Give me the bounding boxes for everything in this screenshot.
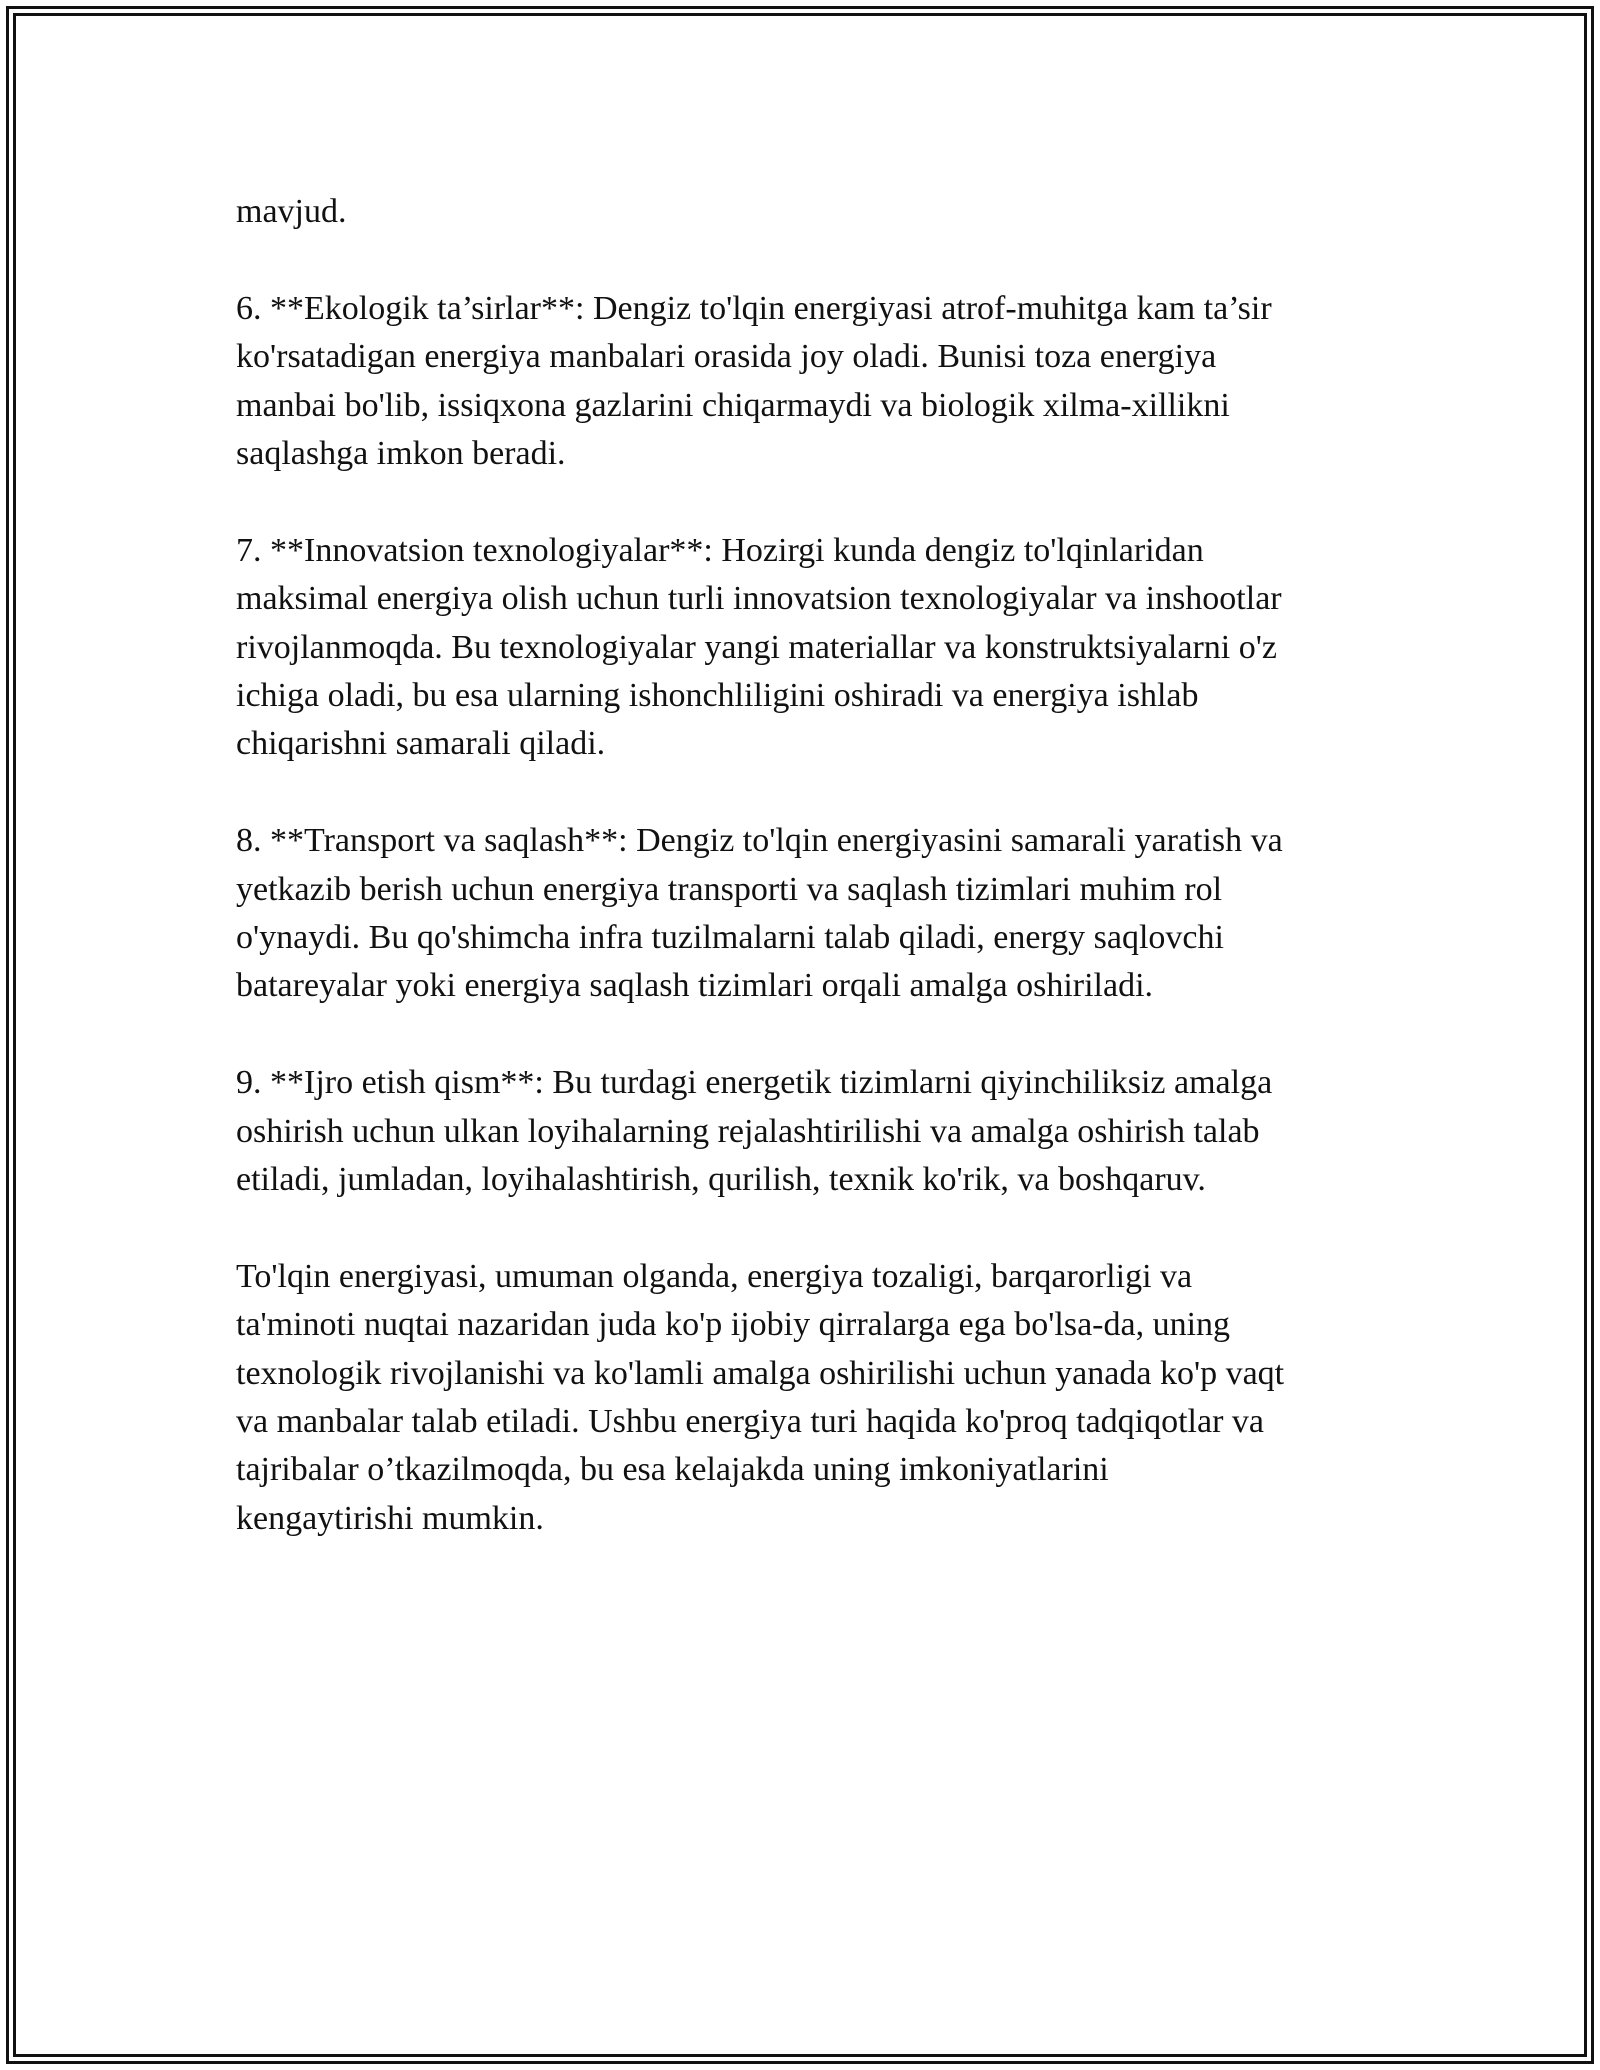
paragraph-innovative-technologies: 7. **Innovatsion texnologiyalar**: Hozirgi kunda dengiz to'lqinlaridan maksimal energiya olish uchun turli innovatsion texnologiyalar va inshootlar rivojlanmoqda. Bu texnologiyalar yangi materiallar va konstruktsiyalarni o'z ichiga oladi, bu esa ularning ishonchliligini oshiradi va energiya ishlab chiqarishni samarali qiladi. [236, 531, 1282, 763]
paragraph-implementation: 9. **Ijro etish qism**: Bu turdagi energetik tizimlarni qiyinchiliksiz amalga oshirish uchun ulkan loyihalarning rejalashtirilishi va amalga oshirish talab etiladi, jumladan, loyihalashtirish, qurilish, texnik ko'rik, va boshqaruv. [236, 1064, 1273, 1199]
paragraph-continuation: mavjud. [236, 193, 347, 230]
document-body [236, 188, 1376, 1543]
paragraph-conclusion: To'lqin energiyasi, umuman olganda, energiya tozaligi, barqarorligi va ta'minoti nuqtai nazaridan juda ko'p ijobiy qirralarga ega bo'lsa-da, uning texnologik rivojlanishi va ko'lamli amalga oshirilishi uchun yanada ko'p vaqt va manbalar talab etiladi. Ushbu energiya turi haqida ko'proq tadqiqotlar va tajribalar o’tkazilmoqda, bu esa kelajakda uning imkoniyatlarini kengaytirishi mumkin. [236, 1257, 1285, 1537]
paragraph-transport-storage: 8. **Transport va saqlash**: Dengiz to'lqin energiyasini samarali yaratish va yetkazib berish uchun energiya transporti va saqlash tizimlari muhim rol o'ynaydi. Bu qo'shimcha infra tuzilmalarni talab qiladi, energy saqlovchi batareyalar yoki energiya saqlash tizimlari orqali amalga oshiriladi. [236, 822, 1283, 1005]
paragraph-ecological-effects: 6. **Ekologik ta’sirlar**: Dengiz to'lqin energiyasi atrof-muhitga kam ta’sir ko'rsatadigan energiya manbalari orasida joy oladi. Bunisi toza energiya manbai bo'lib, issiqxona gazlarini chiqarmaydi va biologik xilma-xillikni saqlashga imkon beradi. [236, 289, 1272, 473]
